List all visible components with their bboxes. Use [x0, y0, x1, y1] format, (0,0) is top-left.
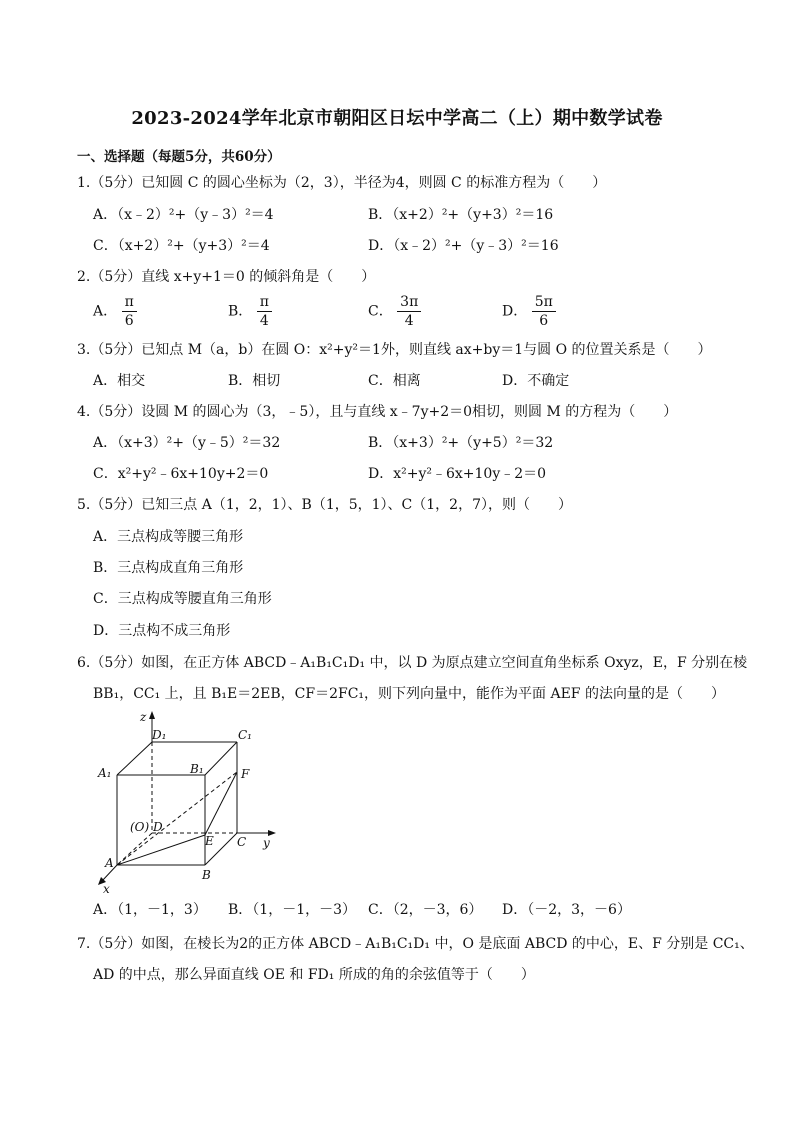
vertex-label-o-d: (O) D — [130, 820, 163, 834]
vertex-label-b: B — [202, 868, 211, 882]
question-5-option-d: D．三点构不成三角形 — [93, 623, 231, 639]
fraction — [257, 293, 272, 330]
question-6-option-d: D．（－2，3，－6） — [502, 902, 631, 918]
question-3-option-c: C．相离 — [368, 373, 421, 389]
question-4-option-a: A．（x+3）²+（y﹣5）²＝32 — [93, 435, 281, 451]
question-6-stem-line-2: BB₁，CC₁ 上，且 B₁E＝2EB，CF＝2FC₁，则下列向量中，能作为平面 AEF 的法向量的是（ ） — [93, 686, 725, 702]
question-6-option-c: C．（2，－3，6） — [368, 902, 483, 918]
vertex-label-a: A — [105, 856, 114, 870]
question-5-option-a: A．三点构成等腰三角形 — [93, 529, 244, 545]
denominator: 4 — [404, 313, 414, 329]
question-3-option-a: A．相交 — [93, 373, 146, 389]
question-2-stem: 2.（5分）直线 x+y+1＝0 的倾斜角是（ ） — [77, 269, 376, 285]
question-7-stem-line-1: 7.（5分）如图，在棱长为2的正方体 ABCD﹣A₁B₁C₁D₁ 中，O 是底面 ABCD 的中心，E、F 分别是 CC₁、 — [77, 936, 754, 952]
option-label: D． — [502, 303, 528, 320]
cube-figure — [92, 705, 292, 895]
question-2-option-b — [228, 293, 272, 330]
question-5-option-c: C．三点构成等腰直角三角形 — [93, 591, 272, 607]
vertex-label-a1: A₁ — [98, 766, 112, 780]
question-6-option-a: A．（1，－1，3） — [93, 902, 207, 918]
axis-label-y: y — [263, 836, 270, 850]
section-heading: 一、选择题（每题5分，共60分） — [77, 149, 281, 165]
question-1-option-c: C．（x+2）²+（y+3）²＝4 — [93, 238, 270, 254]
fraction — [532, 293, 556, 330]
numerator: π — [122, 293, 137, 312]
fraction — [397, 293, 421, 330]
vertex-label-c1: C₁ — [238, 728, 252, 742]
option-label: A． — [93, 303, 118, 320]
question-3-option-b: B．相切 — [228, 373, 281, 389]
question-2-option-d — [502, 293, 556, 330]
denominator: 6 — [539, 313, 549, 329]
question-5-option-b: B．三点构成直角三角形 — [93, 560, 244, 576]
vertex-label-c: C — [237, 835, 247, 849]
option-label: C． — [368, 303, 393, 320]
question-4-option-d: D．x²+y²﹣6x+10y﹣2＝0 — [368, 466, 547, 482]
question-7-stem-line-2: AD 的中点，那么异面直线 OE 和 FD₁ 所成的角的余弦值等于（ ） — [93, 967, 535, 983]
denominator: 6 — [124, 313, 134, 329]
question-3-stem: 3.（5分）已知点 M（a，b）在圆 O：x²+y²＝1外，则直线 ax+by＝1与圆 O 的位置关系是（ ） — [77, 342, 712, 358]
question-6-option-b: B．（1，－1，－3） — [228, 902, 357, 918]
question-2-option-c — [368, 293, 421, 330]
vertex-label-b1: B₁ — [190, 762, 204, 776]
point-label-f: F — [241, 767, 250, 781]
question-6-stem-line-1: 6.（5分）如图，在正方体 ABCD﹣A₁B₁C₁D₁ 中，以 D 为原点建立空间直角坐标系 Oxyz，E，F 分别在棱 — [77, 655, 748, 671]
question-2-option-a — [93, 293, 137, 330]
page-title: 2023-2024学年北京市朝阳区日坛中学高二（上）期中数学试卷 — [131, 108, 663, 129]
fraction — [122, 293, 137, 330]
question-1-option-a: A．（x﹣2）²+（y﹣3）²＝4 — [93, 207, 274, 223]
numerator: π — [257, 293, 272, 312]
vertex-label-d1: D₁ — [152, 728, 167, 742]
question-4-option-b: B．（x+3）²+（y+5）²＝32 — [368, 435, 554, 451]
denominator: 4 — [259, 313, 269, 329]
numerator: 3π — [397, 293, 421, 312]
question-3-option-d: D．不确定 — [502, 373, 570, 389]
numerator: 5π — [532, 293, 556, 312]
question-5-stem: 5.（5分）已知三点 A（1，2，1）、B（1，5，1）、C（1，2，7），则（ ） — [77, 497, 572, 513]
question-1-stem: 1.（5分）已知圆 C 的圆心坐标为（2，3），半径为4，则圆 C 的标准方程为（ ） — [77, 175, 607, 191]
question-4-option-c: C．x²+y²﹣6x+10y+2＝0 — [93, 466, 269, 482]
question-1-option-d: D．（x﹣2）²+（y﹣3）²＝16 — [368, 238, 559, 254]
option-label: B． — [228, 303, 253, 320]
point-label-e: E — [205, 834, 214, 848]
axis-label-z: z — [140, 710, 147, 724]
question-1-option-b: B．（x+2）²+（y+3）²＝16 — [368, 207, 554, 223]
question-4-stem: 4.（5分）设圆 M 的圆心为（3，﹣5），且与直线 x﹣7y+2＝0相切，则圆 M 的方程为（ ） — [77, 404, 678, 420]
axis-label-x: x — [103, 882, 110, 895]
